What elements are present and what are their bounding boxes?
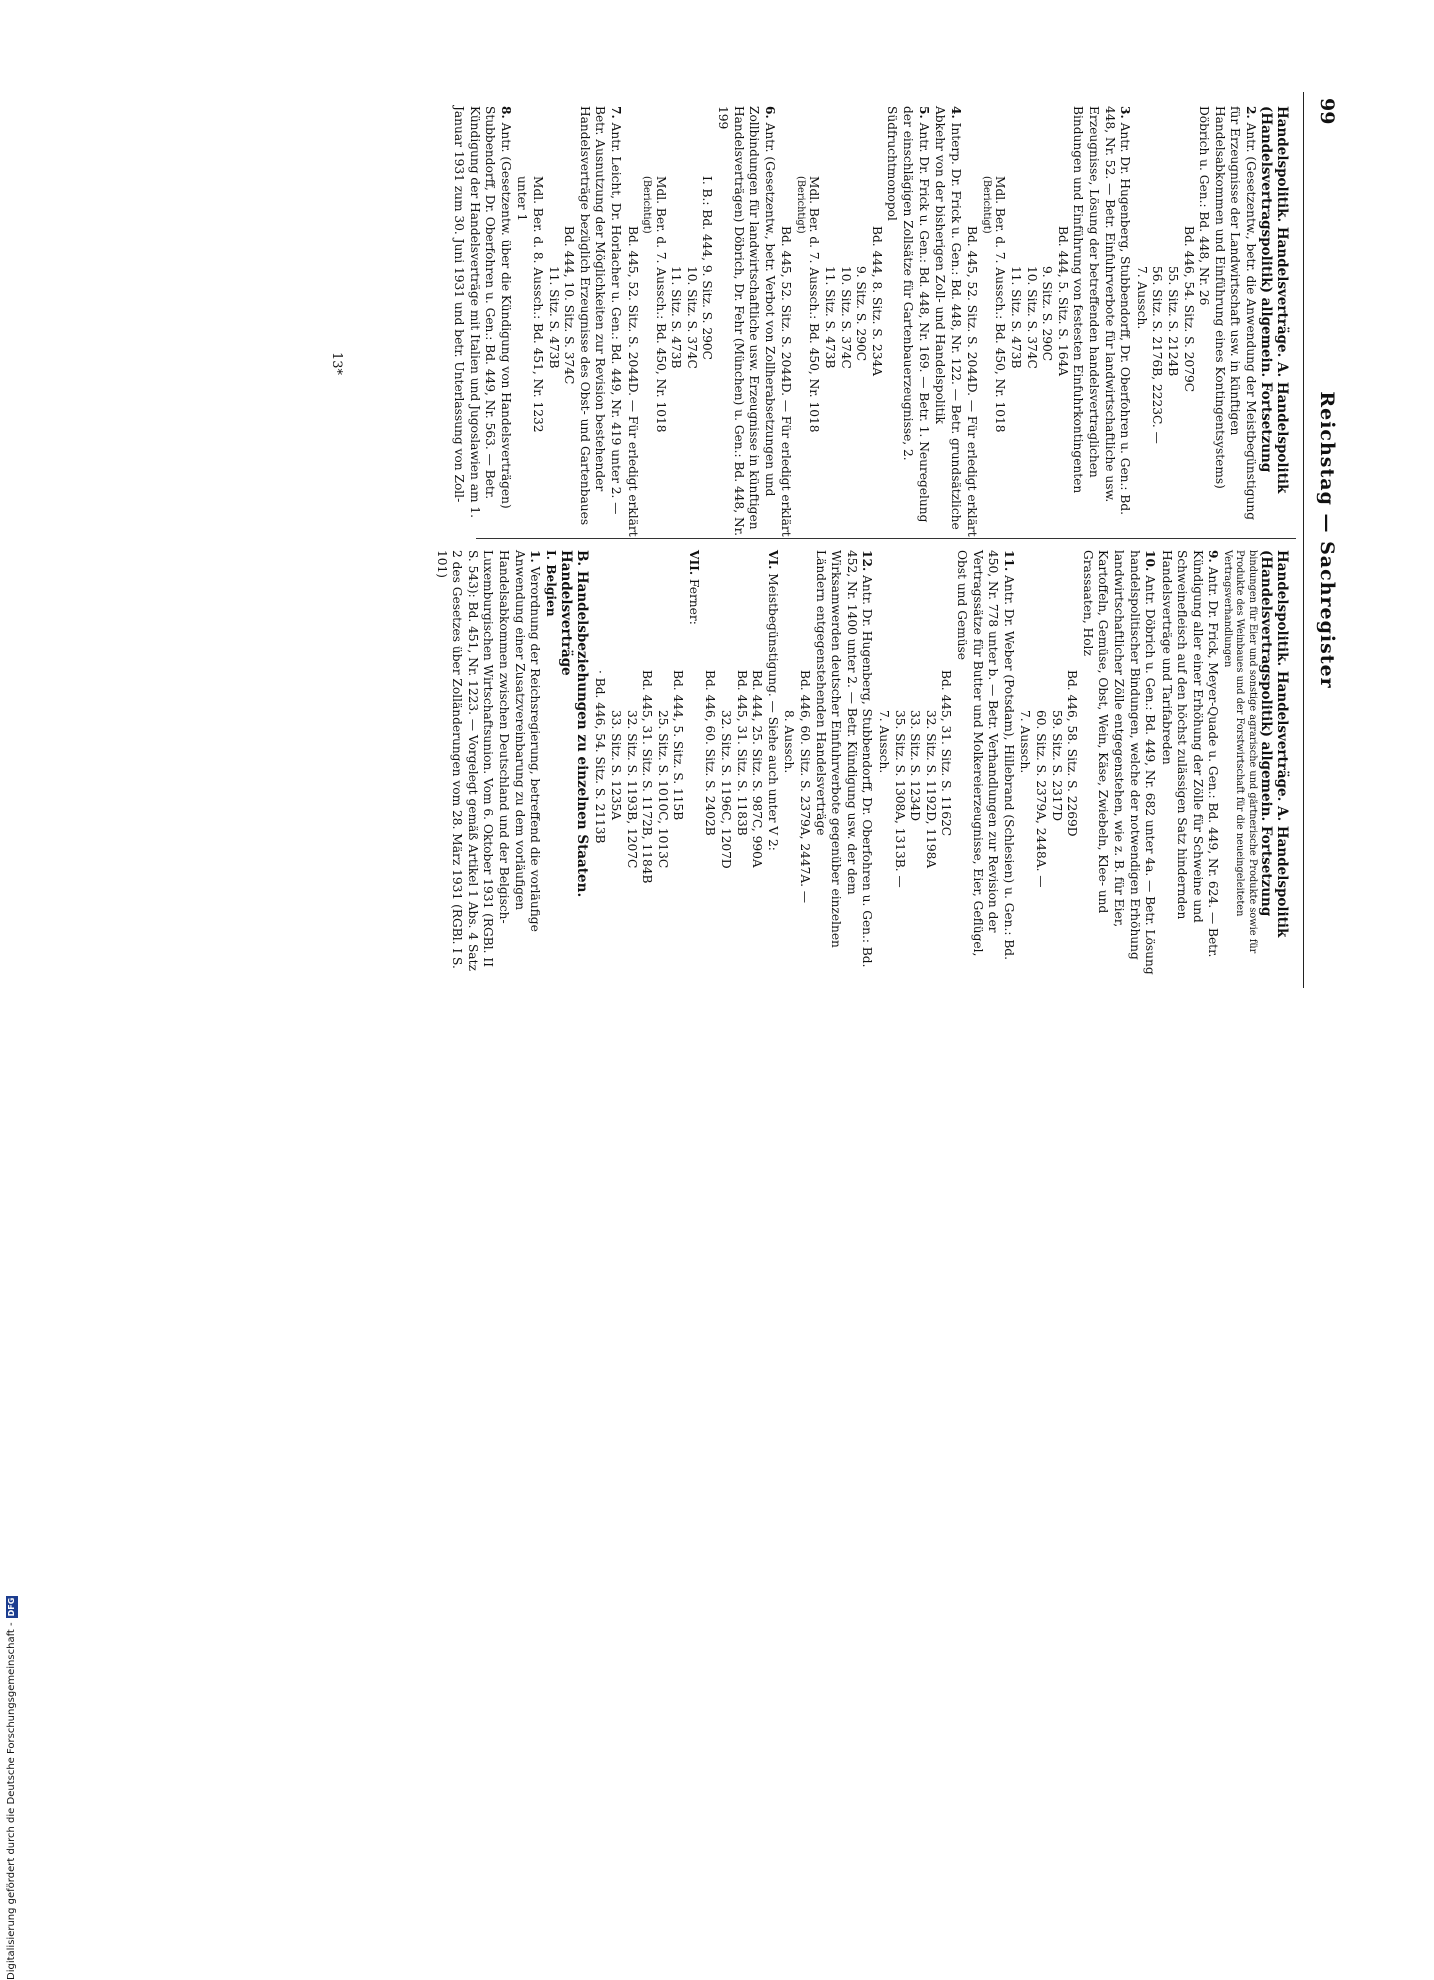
ref-line: 32. Sitz. S. 1193B, 1207C xyxy=(624,710,639,869)
ref-line: 9. Sitz. S. 290C xyxy=(1040,266,1055,362)
section-b xyxy=(558,550,590,982)
section-title: Handelsbeziehungen zu einzelnen Staaten. Handelsverträge xyxy=(557,550,590,898)
right-heading: Handelspolitik. Handelsverträge. A. Handelspolitik (Handelsvertragspolitik) allgemein. Fortsetzung xyxy=(1258,550,1290,938)
ref-line: Bd. 445, 31. Sitz. S. 1183B xyxy=(734,670,749,836)
ref-line: Bd. 444, 8. Sitz. S. 234A xyxy=(869,226,884,377)
section-number: B. xyxy=(573,550,590,567)
entry-text: Antr. Döbrich u. Gen.: Bd. 449, Nr. 682 unter 4a. — Betr. Lösung handelspolitischer Bindungen, welche der notwendigen Erhöhung landwirtschaftlicher Zölle entgegenstehen, wie z. B. für Eier, Kartoffeln, Gemüse, Obst, Wein, Käse, Zwiebeln, Klee- und Grassaaten, Holz xyxy=(1080,550,1158,975)
entry-text: Antr. (Gesetzentw., betr. Verbot von Zollherabsetzungen und Zollbindungen für landwirtschaftliche usw. Erzeugnisse in künftigen Handelsverträgen) Döbrich, Dr. Fehr (München) u. Gen.: Bd. 448, Nr. 199 xyxy=(716,106,777,537)
ref-line: Bd. 446, 54. Sitz. S. 2079C xyxy=(1181,226,1196,393)
ref-line: 7. Aussch. xyxy=(1134,266,1149,330)
report-line: Mdl. Ber. d. 7. Aussch.: Bd. 450, Nr. 1018 xyxy=(807,176,822,433)
subsection-number: I. xyxy=(543,550,558,560)
page-number: 99 xyxy=(1316,98,1338,125)
entry-2 xyxy=(1133,106,1258,538)
section-vii xyxy=(592,550,701,982)
ref-line: Bd. 445, 31. Sitz. S. 1172B, 1184B xyxy=(640,670,655,884)
subsection-title: Belgien xyxy=(543,564,558,617)
ref-line: 25. Sitz. S. 1010C, 1013C xyxy=(655,710,670,869)
entry-11 xyxy=(875,550,1015,982)
ref-line: 59. Sitz. S. 2317D xyxy=(1049,710,1064,822)
ref-line: · Bd. 446, 54. Sitz. S. 2113B xyxy=(593,670,608,844)
entry-6 xyxy=(624,106,777,538)
left-heading: Handelspolitik. Handelsverträge. A. Handelspolitik (Handelsvertragspolitik) allgemein. Fortsetzung xyxy=(1258,106,1290,494)
ref-line: 11. Sitz. S. 473B xyxy=(1009,266,1024,369)
entry-number: 1. xyxy=(528,550,543,563)
entry-3 xyxy=(964,106,1132,538)
digitization-footer xyxy=(6,986,18,1980)
entry-text: Antr. (Gesetzentw., betr. die Anwendung der Meistbegünstigung für Erzeugnisse der Landwirtschaft usw. in künftigen Handelsabkommen und Einführung eines Kontingentsystems) Döbrich u. Gen.: Bd. 448, Nr. 26 xyxy=(1197,106,1258,521)
section-text: Meistbegünstigung. — Siehe auch unter V 2: xyxy=(765,573,780,851)
right-column xyxy=(432,550,1290,982)
ref-line: Bd. 444, 5. Sitz. S. 115B xyxy=(671,670,686,821)
entry-text: Antr. Dr. Hugenberg, Stubbendorff, Dr. Oberfohren u. Gen.: Bd. 452, Nr. 1400 unter 2. — Betr. Kündigung usw. der dem Wirksamwerden deutscher Einfuhrverbote gegenüber einzelnen Ländern entgegenstehenden Handelsverträge xyxy=(813,550,875,968)
ref-line: 32. Sitz. S. 1192D, 1198A xyxy=(923,710,938,869)
entry-12 xyxy=(781,550,875,982)
entry-number: 8. xyxy=(498,106,513,119)
entry-10 xyxy=(1017,550,1157,982)
entry-4 xyxy=(932,106,963,538)
ref-line: 8. Aussch. xyxy=(782,710,797,774)
report-line: Mdl. Ber. d. 8. Aussch.: Bd. 451, Nr. 1232 xyxy=(530,176,545,433)
ref-line: 35. Sitz. S. 1308A, 1313B. — xyxy=(892,710,907,888)
running-header xyxy=(1303,92,1344,988)
ref-line: 32. Sitz. S. 1196C, 1207D xyxy=(719,710,734,869)
report-note: (Berichtigt) xyxy=(794,176,806,234)
running-head-title: Reichstag — Sachregister xyxy=(1316,391,1338,689)
section-number: VI. xyxy=(765,550,780,570)
entry-number: 6. xyxy=(762,106,777,119)
entry-text: Antr. Dr. Hugenberg, Stubbendorff, Dr. Oberfohren u. Gen.: Bd. 448, Nr. 52. — Betr. Einfuhrverbote für landwirtschaftliche usw. Erzeugnisse, Lösung der betreffenden handelsvertraglichen Bindungen und Einführung von festesten Einfuhrkontingenten xyxy=(1071,106,1133,516)
dfg-logo: DFG xyxy=(7,1597,16,1617)
ref-line: 11. Sitz. S. 473B xyxy=(823,266,838,369)
ref-line: Bd. 445, 31. Sitz. S. 1162C xyxy=(939,670,954,837)
entry-number: 7. xyxy=(608,106,623,119)
entry-text: Antr. (Gesetzentw. über die Kündigung von Handelsverträgen) Stubbendorff, Dr. Oberfohren u. Gen.: Bd. 449, Nr. 563. — Betr. Kündigung der Handelsverträge mit Italien und Jugoslawien am 1. Januar 1931 zum 30. Juni 1931 und betr. Unterlassung von Zoll- xyxy=(452,106,513,519)
report-note: (Berichtigt) xyxy=(641,176,653,234)
rotated-page xyxy=(104,92,1344,988)
ref-line: 60. Sitz. S. 2379A, 2448A. — xyxy=(1033,710,1048,888)
entry-number: 12. xyxy=(860,550,875,572)
entry-number: 2. xyxy=(1244,106,1258,119)
entry-7 xyxy=(514,106,623,538)
ref-line: 33. Sitz. S. 1235A xyxy=(608,710,623,821)
ref-line: Bd. 444, 5. Sitz. S. 164A xyxy=(1055,226,1070,377)
entry-number: 10. xyxy=(1143,550,1158,572)
ref-line: Bd. 446, 58. Sitz. S. 2269D xyxy=(1065,670,1080,837)
report-line: Mdl. Ber. d. 7. Aussch.: Bd. 450, Nr. 1018 xyxy=(653,176,668,433)
ref-line: 9. Sitz. S. 290C xyxy=(854,266,869,362)
column-divider xyxy=(476,538,1296,539)
subsection-belgien xyxy=(542,550,558,982)
ref-line: Bd. 444, 10. Sitz. S. 374C xyxy=(562,226,577,385)
report-note: (Berichtigt) xyxy=(980,176,992,234)
section-text: Ferner: xyxy=(686,578,701,625)
ref-line: 7. Aussch. xyxy=(877,710,892,774)
ref-line: Bd. 446, 60. Sitz. S. 2379A, 2447A. — xyxy=(798,670,813,904)
ref-line: 11. Sitz. S. 473B xyxy=(669,266,684,369)
ref-line: 55. Sitz. S. 2124B xyxy=(1166,266,1181,377)
ref-line: I. B.: Bd. 444, 9. Sitz. S. 290C xyxy=(700,176,715,360)
entry-number: 11. xyxy=(1001,550,1016,572)
ref-line: 33. Sitz. S. 1234D xyxy=(908,710,923,822)
report-line: unter 1 xyxy=(515,176,530,222)
entry-number: 3. xyxy=(1118,106,1133,119)
sheet-signature: 13* xyxy=(329,352,344,376)
ref-line: Bd. 445, 52. Sitz. S. 2044D. — Für erledigt erklärt xyxy=(965,226,980,537)
section-number: VII. xyxy=(686,550,701,576)
section-vi xyxy=(702,550,780,982)
entry-text: Antr. Dr. Weber (Potsdam), Hillebrand (Schlesien) u. Gen.: Bd. 450, Nr. 778 unter b. — Betr. Verhandlungen zur Revision der Vertragssätze für Butter und Molkereierzeugnisse, Eier, Geflügel, Obst und Gemüse xyxy=(955,550,1016,960)
entry-text: Interp. Dr. Frick u. Gen.: Bd. 448, Nr. 122. — Betr. grundsätzliche Abkehr von der bisherigen Zoll- und Handelspolitik xyxy=(933,106,963,530)
ref-line: Bd. 445, 52. Sitz. S. 2044D. — Für erledigt erklärt xyxy=(779,226,794,537)
entry-number: 4. xyxy=(948,106,963,119)
entry-text: Antr. Dr. Frick, Meyer-Quade u. Gen.: Bd. 449, Nr. 624. — Betr. Kündigung aller einer Erhöhung der Zölle für Schweine und Schweinefleisch auf den höchst zulässigen Satz hindernden Handelsverträge und Tarifabreden xyxy=(1159,550,1221,958)
entry-text: Verordnung der Reichsregierung, betreffend die vorläufige Anwendung einer Zusatzvereinbarung zu dem vorläufigen Handelsabkommen zwischen Deutschland und der Belgisch-Luxemburgischen Wirtschaftsunion. Vom 6. Oktober 1931 (RGBl. II S. 543): Bd. 451, Nr. 1223. — Vorgelegt gemäß Artikel 1 Abs. 4 Satz 2 des Gesetzes über Zolländerungen vom 28. März 1931 (RGBl. I S. 101) xyxy=(434,550,543,971)
entry-text: Antr. Leicht, Dr. Horlacher u. Gen.: Bd. 449, Nr. 419 unter 2. — Betr. Ausnutzung der Möglichkeiten zur Revision bestehender Handelsverträge bezüglich Erzeugnisse des Obst- und Gartenbaues xyxy=(577,106,623,526)
footer-text: Digitalisierung gefördert durch die Deutsche Forschungsgemeinschaft - xyxy=(6,1622,17,1980)
ref-line: Bd. 446, 60. Sitz. S. 2402B xyxy=(703,670,718,836)
ref-line: 11. Sitz. S. 473B xyxy=(546,266,561,369)
entry-b1 xyxy=(433,550,542,982)
entry-text: Antr. Dr. Frick u. Gen.: Bd. 448, Nr. 169. — Betr. 1. Neuregelung der einschlägigen Zollsätze für Gartenbauerzeugnisse, 2. Südfruchtmonopol xyxy=(885,106,931,523)
ref-line: Bd. 444, 25. Sitz. S. 987C, 990A xyxy=(750,670,765,868)
ref-line: Bd. 445, 52. Sitz. S. 2044D. — Für erledigt erklärt xyxy=(625,226,640,537)
entry-8 xyxy=(450,106,512,538)
left-column xyxy=(449,106,1290,538)
ref-line: 10. Sitz. S. 374C xyxy=(1024,266,1039,369)
entry-9 xyxy=(1158,550,1220,982)
continuation-text: bindungen für Eier und sonstige agrarische und gärtnerische Produkte sowie für Produkte des Weinbaues und der Forstwirtschaft für die neueingeleiteten Vertragsverhandlungen xyxy=(1222,550,1258,954)
ref-line: 10. Sitz. S. 374C xyxy=(684,266,699,369)
entry-5 xyxy=(778,106,931,538)
entry-number: 9. xyxy=(1206,550,1221,563)
ref-line: 56. Sitz. S. 2176B, 2223C. — xyxy=(1150,266,1165,444)
entry-number: 5. xyxy=(916,106,931,119)
report-line: Mdl. Ber. d. 7. Aussch.: Bd. 450, Nr. 1018 xyxy=(993,176,1008,433)
ref-line: 7. Aussch. xyxy=(1018,710,1033,774)
ref-line: 10. Sitz. S. 374C xyxy=(838,266,853,369)
